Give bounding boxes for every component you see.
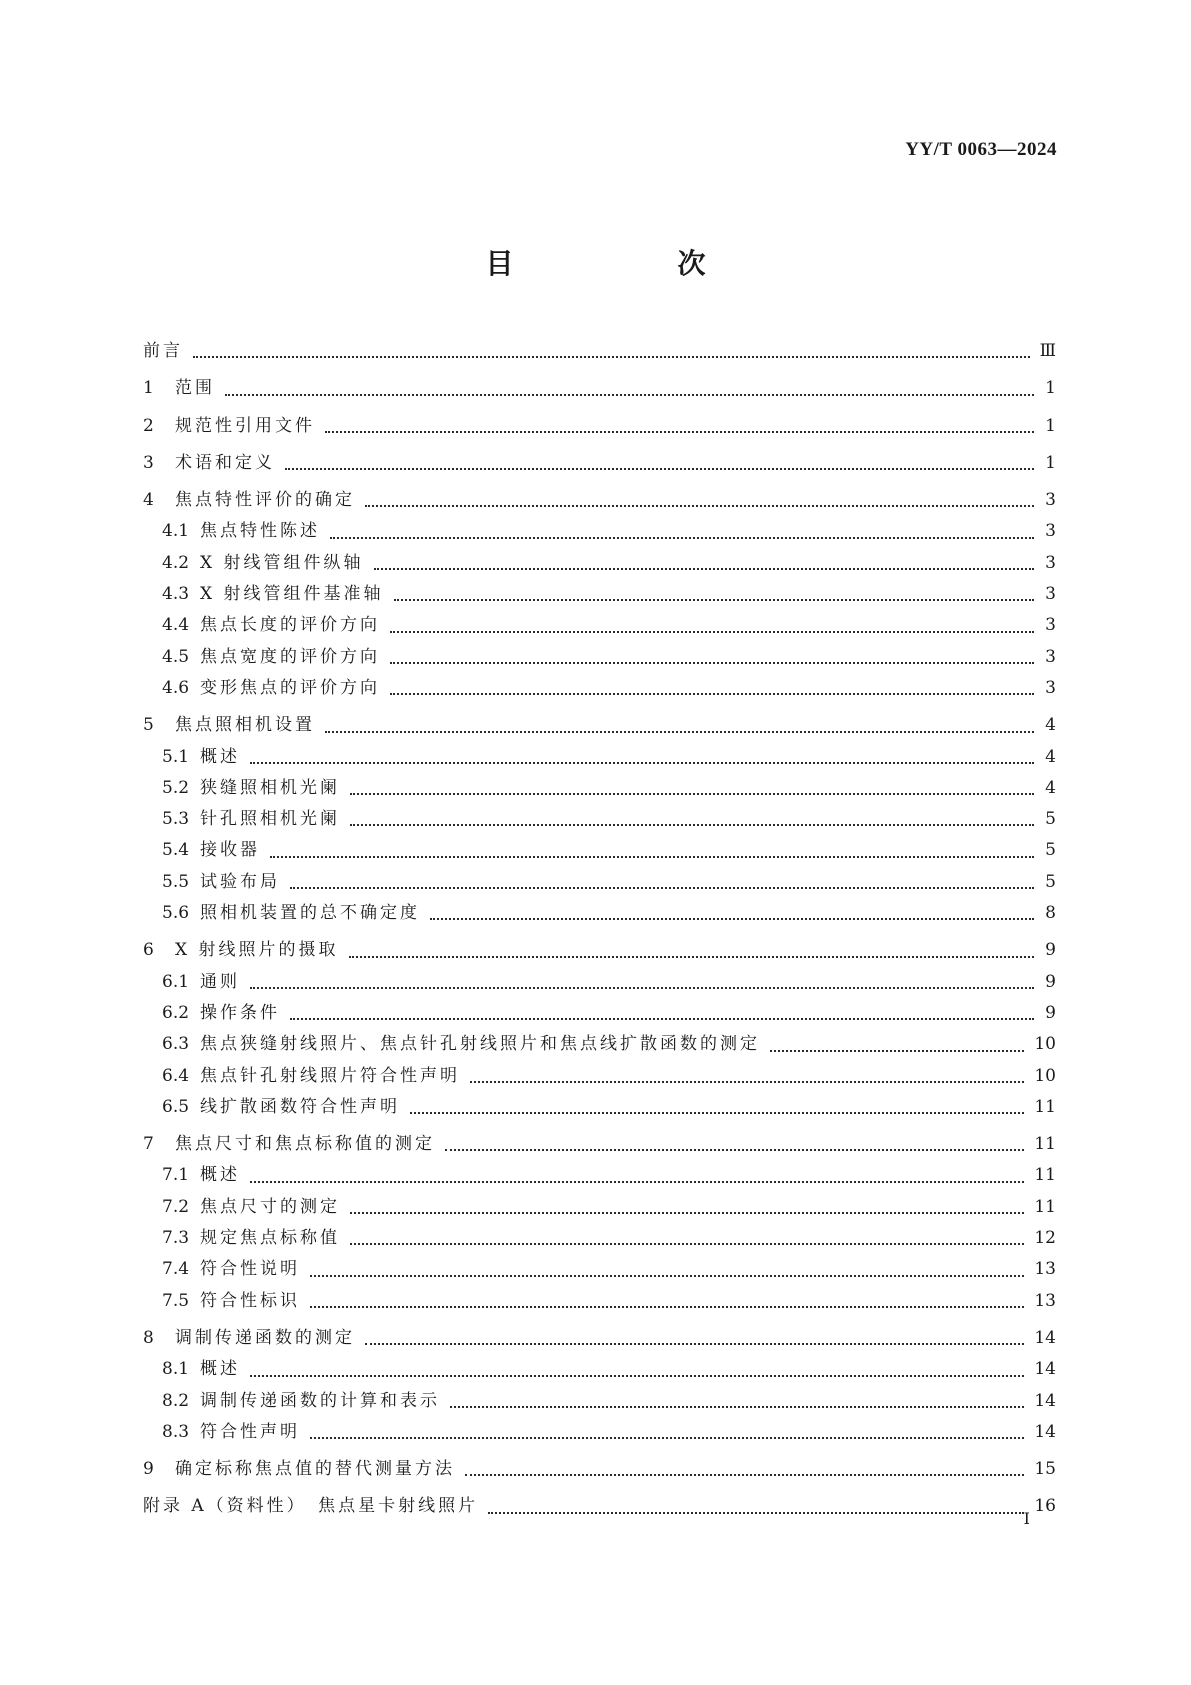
- toc-entry-number: 7.3: [162, 1228, 190, 1249]
- toc-entry-number: 7.5: [162, 1290, 190, 1311]
- toc-entry-number: 5.6: [162, 903, 190, 924]
- toc-dot-leader: [270, 835, 1034, 866]
- toc-entry-page: 3: [1045, 646, 1056, 667]
- toc-dot-leader: [488, 1491, 1024, 1522]
- toc-entry-title: 狭缝照相机光阑: [200, 777, 340, 798]
- toc-entry-number: 7.1: [162, 1165, 190, 1186]
- toc-entry[interactable]: [143, 710, 1056, 741]
- toc-entry-page: 4: [1045, 746, 1056, 767]
- toc-entry-page: 11: [1034, 1165, 1056, 1186]
- table-of-contents: [143, 336, 1056, 1523]
- toc-entry-page: 5: [1045, 871, 1056, 892]
- toc-entry[interactable]: [143, 835, 1056, 866]
- toc-entry-title: 焦点照相机设置: [175, 715, 315, 736]
- toc-entry-title: 焦点尺寸的测定: [200, 1196, 340, 1217]
- toc-entry-number: 4.4: [162, 615, 190, 636]
- toc-entry-number: 2: [143, 415, 154, 436]
- toc-dot-leader: [390, 642, 1034, 673]
- toc-dot-leader: [465, 1454, 1024, 1485]
- toc-dot-leader: [250, 742, 1034, 773]
- toc-dot-leader: [470, 1061, 1024, 1092]
- toc-entry-title: 焦点特性陈述: [200, 521, 320, 542]
- toc-entry-title: 焦点宽度的评价方向: [200, 646, 380, 667]
- toc-dot-leader: [250, 1354, 1024, 1385]
- toc-entry-title: 规范性引用文件: [175, 415, 315, 436]
- toc-entry-number: 5.3: [162, 809, 190, 830]
- toc-entry-page: 14: [1034, 1390, 1056, 1411]
- toc-entry-page: 9: [1045, 1002, 1056, 1023]
- toc-entry-title: 操作条件: [200, 1002, 280, 1023]
- toc-entry[interactable]: [143, 773, 1056, 804]
- toc-entry-title: 符合性声明: [200, 1421, 300, 1442]
- toc-dot-leader: [225, 373, 1034, 404]
- toc-entry-title: 前言: [143, 341, 183, 361]
- toc-entry-page: 3: [1045, 677, 1056, 698]
- toc-entry[interactable]: [143, 1386, 1056, 1417]
- toc-dot-leader: [365, 485, 1034, 516]
- toc-entry[interactable]: [143, 610, 1056, 641]
- toc-dot-leader: [445, 1129, 1024, 1160]
- toc-dot-leader: [390, 673, 1034, 704]
- toc-dot-leader: [285, 448, 1034, 479]
- toc-entry-number: 4.1: [162, 521, 190, 542]
- toc-entry-page: 1: [1045, 452, 1056, 473]
- toc-entry-page: 14: [1034, 1327, 1056, 1348]
- toc-entry-page: 15: [1034, 1459, 1056, 1480]
- toc-entry-number: 4.6: [162, 677, 190, 698]
- toc-entry-page: 1: [1045, 415, 1056, 436]
- toc-entry[interactable]: [143, 1354, 1056, 1385]
- toc-entry-page: 4: [1045, 715, 1056, 736]
- toc-entry-number: 6.1: [162, 971, 190, 992]
- toc-entry-title: 规定焦点标称值: [200, 1228, 340, 1249]
- toc-entry[interactable]: [143, 1129, 1056, 1160]
- toc-entry[interactable]: [143, 1223, 1056, 1254]
- toc-entry-title: 调制传递函数的计算和表示: [200, 1390, 440, 1411]
- toc-entry[interactable]: [143, 1029, 1056, 1060]
- toc-entry-title: 概述: [200, 1359, 240, 1380]
- toc-dot-leader: [310, 1254, 1024, 1285]
- toc-entry[interactable]: [143, 742, 1056, 773]
- toc-entry[interactable]: [143, 1061, 1056, 1092]
- toc-entry-title: 线扩散函数符合性声明: [200, 1096, 400, 1117]
- toc-dot-leader: [250, 967, 1034, 998]
- toc-entry-page: 8: [1045, 903, 1056, 924]
- toc-entry-number: 6.3: [162, 1034, 190, 1055]
- toc-entry-title: 概述: [200, 1165, 240, 1186]
- toc-dot-leader: [410, 1092, 1024, 1123]
- toc-entry-title: 符合性说明: [200, 1259, 300, 1280]
- toc-entry[interactable]: [143, 1254, 1056, 1285]
- toc-entry-title: 接收器: [200, 840, 260, 861]
- toc-entry-page: 11: [1034, 1134, 1056, 1155]
- toc-entry-page: 3: [1045, 521, 1056, 542]
- toc-dot-leader: [450, 1386, 1024, 1417]
- toc-dot-leader: [250, 1160, 1024, 1191]
- toc-entry-title: 概述: [200, 746, 240, 767]
- toc-entry-title: 通则: [200, 971, 240, 992]
- toc-entry-number: 5.2: [162, 777, 190, 798]
- toc-dot-leader: [310, 1286, 1024, 1317]
- toc-entry[interactable]: [143, 448, 1056, 479]
- toc-entry[interactable]: [143, 998, 1056, 1029]
- toc-entry[interactable]: [143, 1491, 1056, 1522]
- toc-entry-number: 8.3: [162, 1421, 190, 1442]
- toc-entry-page: 3: [1045, 615, 1056, 636]
- toc-dot-leader: [770, 1029, 1024, 1060]
- toc-entry-number: 6.4: [162, 1065, 190, 1086]
- toc-dot-leader: [350, 1192, 1024, 1223]
- toc-dot-leader: [310, 1417, 1024, 1448]
- toc-entry-number: 4.2: [162, 552, 190, 573]
- toc-entry-number: 5.5: [162, 871, 190, 892]
- toc-entry-title: 焦点尺寸和焦点标称值的测定: [175, 1134, 435, 1155]
- toc-entry-page: 5: [1045, 840, 1056, 861]
- toc-entry[interactable]: [143, 673, 1056, 704]
- toc-entry-page: 12: [1034, 1228, 1056, 1249]
- standard-code: YY/T 0063—2024: [905, 139, 1057, 160]
- toc-dot-leader: [325, 710, 1034, 741]
- toc-dot-leader: [365, 1323, 1024, 1354]
- toc-entry-page: 11: [1034, 1196, 1056, 1217]
- toc-dot-leader: [374, 548, 1034, 579]
- toc-entry-number: 6.2: [162, 1002, 190, 1023]
- toc-entry-page: 3: [1045, 490, 1056, 511]
- toc-entry-title: 确定标称焦点值的替代测量方法: [175, 1459, 455, 1480]
- toc-entry-page: 14: [1034, 1359, 1056, 1380]
- toc-entry-title: 范围: [175, 378, 215, 399]
- toc-entry-title: X 射线管组件纵轴: [200, 552, 364, 573]
- toc-dot-leader: [349, 935, 1034, 966]
- toc-entry[interactable]: [143, 516, 1056, 547]
- toc-entry-title: 附录 A（资料性） 焦点星卡射线照片: [143, 1496, 479, 1517]
- toc-dot-leader: [350, 773, 1034, 804]
- toc-entry-page: 9: [1045, 940, 1056, 961]
- toc-entry[interactable]: [143, 935, 1056, 966]
- toc-entry[interactable]: [143, 967, 1056, 998]
- toc-entry-number: 6: [143, 940, 154, 961]
- toc-entry[interactable]: [143, 1160, 1056, 1191]
- toc-dot-leader: [290, 867, 1034, 898]
- toc-entry-number: 5.1: [162, 746, 190, 767]
- toc-entry-title: 符合性标识: [200, 1290, 300, 1311]
- toc-dot-leader: [193, 336, 1030, 367]
- toc-entry-page: 16: [1034, 1496, 1056, 1517]
- toc-entry-title: 试验布局: [200, 871, 280, 892]
- toc-entry-number: 4.3: [162, 584, 190, 605]
- toc-entry[interactable]: [143, 373, 1056, 404]
- toc-entry-number: 5.4: [162, 840, 190, 861]
- toc-entry-title: 焦点针孔射线照片符合性声明: [200, 1065, 460, 1086]
- toc-entry-title: X 射线照片的摄取: [175, 940, 339, 961]
- toc-entry-number: 8: [143, 1327, 154, 1348]
- toc-entry-number: 5: [143, 715, 154, 736]
- toc-entry-page: 10: [1034, 1065, 1056, 1086]
- toc-entry-number: 1: [143, 378, 154, 399]
- toc-entry[interactable]: [143, 579, 1056, 610]
- toc-entry-title: 照相机装置的总不确定度: [200, 903, 420, 924]
- toc-dot-leader: [330, 516, 1034, 547]
- toc-entry[interactable]: [143, 898, 1056, 929]
- toc-entry-page: 5: [1045, 809, 1056, 830]
- toc-entry-page: 4: [1045, 777, 1056, 798]
- toc-entry-page: 13: [1034, 1290, 1056, 1311]
- toc-entry-page: 3: [1045, 584, 1056, 605]
- toc-entry[interactable]: [143, 642, 1056, 673]
- toc-entry-title: 焦点狭缝射线照片、焦点针孔射线照片和焦点线扩散函数的测定: [200, 1034, 760, 1055]
- toc-entry-number: 8.1: [162, 1359, 190, 1380]
- toc-entry-title: 调制传递函数的测定: [175, 1327, 355, 1348]
- toc-entry-title: 焦点特性评价的确定: [175, 490, 355, 511]
- toc-dot-leader: [394, 579, 1034, 610]
- toc-entry[interactable]: [143, 867, 1056, 898]
- page-folio: Ⅰ: [1023, 1509, 1030, 1528]
- toc-entry-number: 3: [143, 452, 154, 473]
- toc-entry[interactable]: [143, 1323, 1056, 1354]
- toc-dot-leader: [350, 804, 1034, 835]
- toc-dot-leader: [430, 898, 1034, 929]
- toc-entry[interactable]: [143, 1454, 1056, 1485]
- toc-entry-number: 6.5: [162, 1096, 190, 1117]
- toc-entry-page: 11: [1034, 1096, 1056, 1117]
- toc-entry-page: 10: [1034, 1034, 1056, 1055]
- toc-entry-number: 4.5: [162, 646, 190, 667]
- toc-entry[interactable]: [143, 485, 1056, 516]
- toc-entry[interactable]: [143, 336, 1056, 367]
- toc-entry[interactable]: [143, 1286, 1056, 1317]
- toc-entry-page: 13: [1034, 1259, 1056, 1280]
- toc-dot-leader: [290, 998, 1034, 1029]
- toc-entry-page: 9: [1045, 971, 1056, 992]
- toc-entry-number: 7.4: [162, 1259, 190, 1280]
- toc-entry[interactable]: [143, 411, 1056, 442]
- toc-entry-title: 针孔照相机光阑: [200, 809, 340, 830]
- toc-entry-number: 4: [143, 490, 154, 511]
- toc-dot-leader: [390, 610, 1034, 641]
- toc-entry-number: 9: [143, 1459, 154, 1480]
- toc-entry-title: 焦点长度的评价方向: [200, 615, 380, 636]
- toc-entry[interactable]: [143, 548, 1056, 579]
- toc-entry-page: 3: [1045, 552, 1056, 573]
- toc-entry-page: 1: [1045, 378, 1056, 399]
- toc-entry[interactable]: [143, 1092, 1056, 1123]
- toc-dot-leader: [350, 1223, 1024, 1254]
- toc-entry-page: 14: [1034, 1421, 1056, 1442]
- toc-entry-title: 变形焦点的评价方向: [200, 677, 380, 698]
- toc-entry-title: X 射线管组件基准轴: [200, 584, 384, 605]
- toc-entry-number: 7: [143, 1134, 154, 1155]
- toc-entry-number: 7.2: [162, 1196, 190, 1217]
- toc-entry-number: 8.2: [162, 1390, 190, 1411]
- toc-entry[interactable]: [143, 1192, 1056, 1223]
- toc-entry-page: Ⅲ: [1039, 341, 1056, 361]
- toc-entry-title: 术语和定义: [175, 452, 275, 473]
- page-title: 目 次: [485, 247, 774, 280]
- toc-entry[interactable]: [143, 1417, 1056, 1448]
- toc-entry[interactable]: [143, 804, 1056, 835]
- toc-dot-leader: [325, 411, 1034, 442]
